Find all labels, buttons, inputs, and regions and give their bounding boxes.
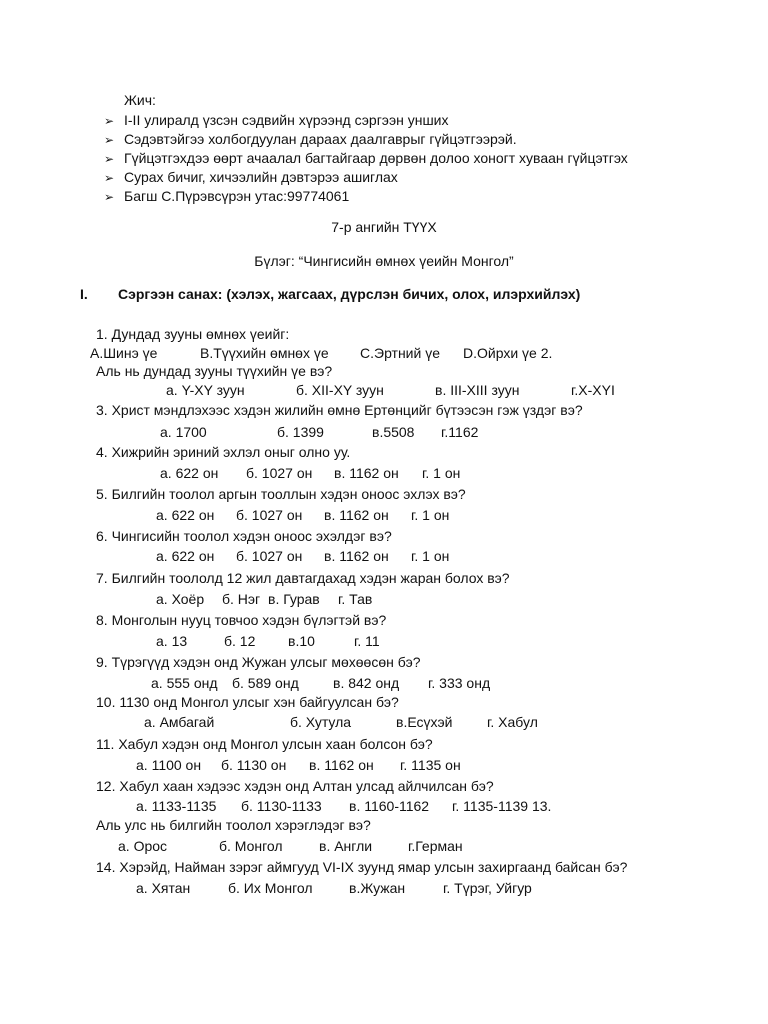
answer-option: г. Хабул (487, 714, 538, 730)
question-text: 5. Билгийн тоолол аргын тооллын хэдэн оноос эхлэх вэ? (96, 486, 466, 502)
answer-option: б. Монгол (219, 838, 283, 854)
answer-option: в. 1162 он (324, 548, 389, 564)
answer-option: в.Есүхэй (396, 714, 453, 730)
notes-item: ➢ I-II улиралд үзсэн сэдвийн хүрээнд сэргээн унших (104, 111, 628, 130)
answer-option: б. 1027 он (246, 465, 313, 481)
answer-option: а. 622 он (160, 465, 219, 481)
answer-option: а. 1133-1135 (136, 798, 217, 814)
question-text: 8. Монголын нууц товчоо хэдэн бүлэгтэй вэ? (96, 612, 387, 628)
answer-option: г. 11 (354, 633, 380, 649)
question-text: 6. Чингисийн тоолол хэдэн оноос эхэлдэг вэ? (96, 528, 392, 544)
answer-option: в. III-XIII зуун (435, 382, 520, 398)
answer-option: в.Жужан (349, 880, 406, 896)
answer-option: г. 1135-1139 13. (452, 798, 552, 814)
answer-option: б. 1130 он (221, 757, 287, 773)
question-text: 7. Билгийн тоололд 12 жил давтагдахад хэдэн жаран болох вэ? (96, 570, 510, 586)
page-title: 7-р ангийн ТҮҮХ (331, 219, 437, 235)
answer-option: в. 1160-1162 (349, 798, 430, 814)
question-text: Аль улс нь билгийн тоолол хэрэглэдэг вэ? (96, 817, 371, 833)
question-text: 11. Хабул хэдэн онд Монгол улсын хаан болсон бэ? (96, 736, 433, 752)
answer-option: в. 1162 он (309, 757, 374, 773)
answer-option: б. Нэг (222, 591, 261, 607)
answer-option: б. XII-XY зуун (296, 382, 384, 398)
answer-option: б. 589 онд (232, 675, 299, 691)
answer-option: а. 1700 (160, 424, 207, 440)
answer-option: а. Амбагай (144, 714, 215, 730)
answer-option: г.1162 (441, 424, 479, 440)
question-text: 3. Христ мэндлэхээс хэдэн жилийн өмнө Ертөнцийг бүтээсэн гэж үздэг вэ? (96, 402, 583, 418)
notes-item: ➢ Багш С.Пүрэвсүрэн утас:99774061 (104, 187, 628, 206)
answer-option: в. 1162 он (334, 465, 399, 481)
notes-item: ➢ Гүйцэтгэхдээ өөрт ачаалал багтайгаар дөрвөн долоо хоногт хуваан гүйцэтгэх (104, 149, 628, 168)
answer-option: в. 1162 он (324, 507, 389, 523)
notes-heading: Жич: (124, 92, 156, 108)
answer-option: в.10 (288, 633, 315, 649)
question-text: 12. Хабул хаан хэдээс хэдэн онд Алтан улсад айлчилсан бэ? (96, 778, 494, 794)
notes-item: ➢ Сэдэвтэйгээ холбогдуулан дараах даалгаврыг гүйцэтгээрэй. (104, 130, 628, 149)
answer-option: в.5508 (372, 424, 415, 440)
answer-option: а. 13 (156, 633, 188, 649)
answer-option: г. 1 он (411, 507, 450, 523)
answer-option: г. Түрэг, Уйгур (443, 880, 532, 896)
answer-option: б. 1399 (277, 424, 324, 440)
answer-option: а. 1100 он (136, 757, 202, 773)
answer-option: г. 1 он (422, 465, 461, 481)
answer-option: D.Ойрхи үе 2. (463, 345, 553, 361)
answer-option: а. Орос (118, 838, 168, 854)
arrow-bullet-icon: ➢ (104, 114, 115, 128)
arrow-bullet-icon: ➢ (104, 190, 115, 204)
answer-option: б. 1130-1133 (241, 798, 322, 814)
answer-option: в. 842 онд (333, 675, 400, 691)
arrow-bullet-icon: ➢ (104, 133, 115, 147)
section-title: Сэргээн санах: (хэлэх, жагсаах, дүрслэн бичих, олох, илэрхийлэх) (118, 286, 581, 302)
answer-option: В.Түүхийн өмнөх үе (200, 345, 329, 361)
answer-option: А.Шинэ үе (90, 345, 158, 361)
answer-option: б. Хутула (290, 714, 352, 730)
answer-option: в. Англи (319, 838, 373, 854)
answer-option: в. Гурав (268, 591, 320, 607)
answer-option: г. Тав (338, 591, 373, 607)
answer-option: б. 12 (224, 633, 256, 649)
answer-option: б. Их Монгол (228, 880, 313, 896)
answer-option: б. 1027 он (236, 507, 303, 523)
question-text: 10. 1130 онд Монгол улсыг хэн байгуулсан бэ? (96, 694, 399, 710)
chapter-title: Бүлэг: “Чингисийн өмнөх үеийн Монгол” (254, 253, 514, 269)
section-number: I. (80, 286, 88, 302)
answer-option: г. 1 он (411, 548, 450, 564)
answer-option: а. 622 он (156, 548, 215, 564)
answer-option: г. 1135 он (400, 757, 461, 773)
arrow-bullet-icon: ➢ (104, 171, 115, 185)
answer-option: г.X-XYI (571, 382, 615, 398)
question-text: 9. Түрэгүүд хэдэн онд Жужан улсыг мөхөөсөн бэ? (96, 654, 421, 670)
answer-option: а. Y-XY зуун (166, 382, 245, 398)
answer-option: а. Хятан (136, 880, 191, 896)
question-text: 1. Дундад зууны өмнөх үеийг: (96, 326, 290, 342)
answer-option: б. 1027 он (236, 548, 303, 564)
question-text: 14. Хэрэйд, Найман зэрэг аймгууд VI-IX зуунд ямар улсын захиргаанд байсан бэ? (96, 859, 628, 875)
answer-option: г.Герман (408, 838, 463, 854)
answer-option: а. 622 он (156, 507, 215, 523)
arrow-bullet-icon: ➢ (104, 152, 115, 166)
question-text: 4. Хижрийн эриний эхлэл оныг олно уу. (96, 444, 351, 460)
notes-item: ➢ Сурах бичиг, хичээлийн дэвтэрээ ашиглах (104, 168, 628, 187)
question-text: Аль нь дундад зууны түүхийн үе вэ? (96, 363, 333, 379)
answer-option: а. 555 онд (151, 675, 218, 691)
notes-list (104, 111, 628, 206)
answer-option: С.Эртний үе (360, 345, 441, 361)
answer-option: а. Хоёр (156, 591, 205, 607)
answer-option: г. 333 онд (428, 675, 491, 691)
